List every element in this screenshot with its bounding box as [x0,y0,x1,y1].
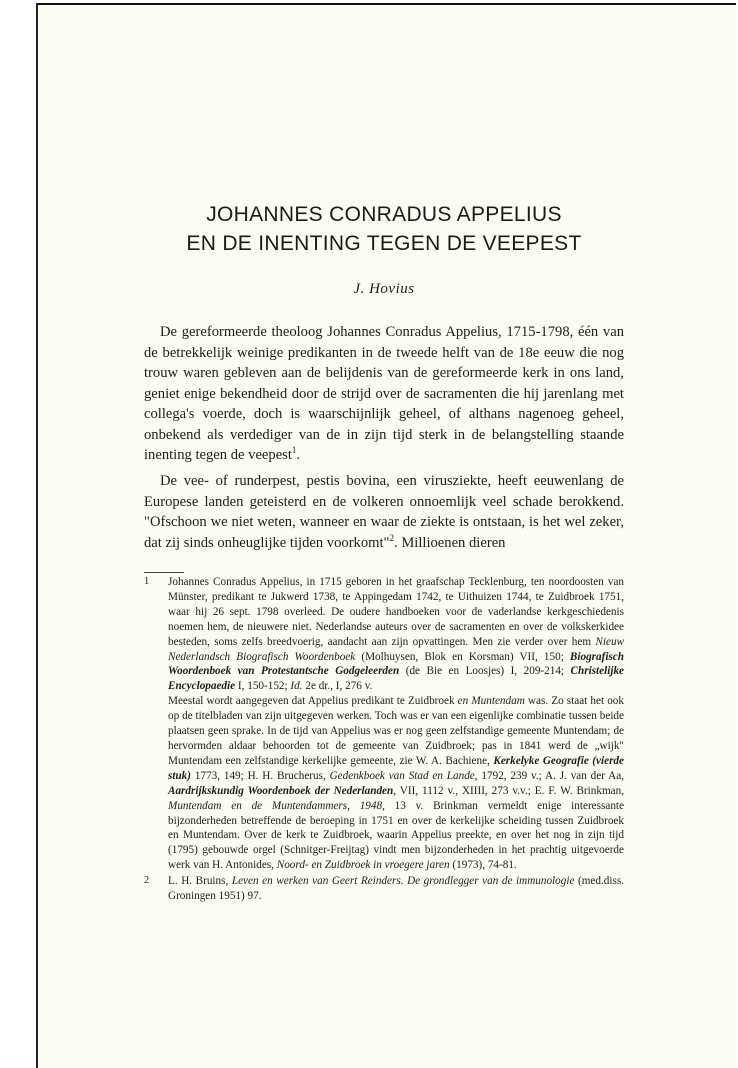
fn2-text-b: (med.diss. Groningen 1951) 97. [168,875,624,903]
paragraph-veepest [144,471,624,553]
left-border-line [36,3,38,1068]
fn1-em: en Muntendam [457,695,525,708]
footnote-1 [144,575,624,873]
fn1-text-g: was. Zo staat het ook op de titelbladen van zijn uitgegeven werken. Toch was er van een eigenlijke combinatie tussen beide plaatsen geen sprake. In de tijd van Appelius was er nog geen zelfstandige gemeente Muntendam; de hervormden aldaar behoorden tot de gemeente van Zuidbroek; pas in 1841 werd de „wijk" Muntendam een zelfstandige kerkelijke gemeente, zie W. A. Bachiene, [168,695,624,767]
footnote-ref-2: 2 [389,532,395,543]
fn1-title-aw: Aardrijkskundig Woordenboek der Nederlanden [168,784,394,797]
fn1-title-kg: Kerkelyke Geografie (vierde stuk) [168,754,624,782]
fn1-text-k: , 13 v. Brinkman vermeldt enige interessante bijzonderheden betreffende de beroeping in 1751 en over de kerkelijke scheiding tussen Zuidbroek en Muntendam. Over de kerk te Zuidbroek, waarin Appelius preekte, en over het nog in zijn tijd (1795) gebouwde orgel (Schnitger-Freijtag) vindt men bijzonderheden in het prachtig uitgevoerde werk van H. Antonides, [168,799,624,872]
footnotes [144,575,624,904]
fn1-text-h: 1773, 149; H. H. Brucherus, [191,769,330,782]
fn1-text-j: , VII, 1112 v., XIIII, 273 v.v.; E. F. W. Brinkman, [393,784,625,797]
fn1-text-e: 2e dr., I, 276 v. [302,680,373,693]
footnote-2-body [168,874,624,904]
fn1-text-l: (1973), 74-81. [449,859,517,872]
paragraph-intro [144,322,624,466]
fn1-text-i: , 1792, 239 v.; A. J. van der Aa, [474,769,625,782]
fn1-title-gsl: Gedenkboek van Stad en Lande [329,769,475,782]
fn1-title-bwpg: Biografisch Woordenboek van Protestantsche Godgeleerden [168,650,624,678]
fn2-title: Leven en werken van Geert Reinders. De grondlegger van de immunologie [231,875,575,888]
fn1-id: Id. [290,680,303,693]
fn2-text-a: L. H. Bruins, [168,875,232,888]
fn1-text-d: I, 150-152; [235,680,291,693]
title-line-1: JOHANNES CONRADUS APPELIUS [206,203,562,226]
fn1-text-a: Johannes Conradus Appelius, in 1715 geboren in het graafschap Tecklenburg, ten noordoosten van Münster, predikant te Jukwerd 1738, te Appingedam 1742, te Uithuizen 1744, te Zuidbroek 1751, waar hij 26 sept. 1798 overleed. De oudere handboeken voor de vaderlandse kerkgeschiedenis noemen hem, de nieuwere niet. Nederlandse auteurs over de sacramenten en over de volkskerkidee besteden, soms zelfs breedvoerig, aandacht aan zijn opvattingen. Men zie verder over hem [168,576,624,648]
footnote-1-number: 1 [144,576,150,587]
fn1-text-b: (Molhuysen, Blok en Korsman) VII, 150; [355,650,570,663]
fn1-title-mm: Muntendam en de Muntendammers, 1948 [168,799,383,812]
footnote-ref-1: 1 [291,445,297,456]
footnote-separator [144,572,184,573]
fn1-text-c: (de Bie en Loosjes) I, 209-214; [399,665,571,678]
top-border-line [36,3,736,5]
footnote-2 [144,874,624,904]
paragraph-intro-text: De gereformeerde theoloog Johannes Conradus Appelius, 1715-1798, één van de betrekkelijk weinige predikanten in de tweede helft van de 18e eeuw die nog trouw waren gebleven aan de belijdenis van de gereformeerde kerk in ons land, geniet enige bekendheid door de strijd over de sacramenten die hij jarenlang met collega's voerde, doch is waarschijnlijk geheel, of althans nagenoeg geheel, onbekend als verdediger van de in zijn tijd sterk in de belangstelling staande inenting tegen de veepest [144,324,624,463]
fn1-title-ce: Christelijke Encyclopaedie [168,665,625,693]
fn1-title-nnbw: Nieuw Nederlandsch Biografisch Woordenboek [168,635,624,663]
fn1-title-nz: Noord- en Zuidbroek in vroegere jaren [276,859,450,872]
title-line-2: EN DE INENTING TEGEN DE VEEPEST [186,232,582,255]
fn1-text-f: Meestal wordt aangegeven dat Appelius predikant te Zuidbroek [168,695,458,708]
paragraph-intro-end: . [296,447,301,463]
author-name: J. Hovius [353,281,415,297]
article-title [144,200,624,258]
paragraph-veepest-text: De vee- of runderpest, pestis bovina, een virusziekte, heeft eeuwenlang de Europese landen geteisterd en de volkeren onnoemlijk veel schade berokkend. "Ofschoon we niet weten, wanneer en waar de ziekte is ontstaan, is het wel zeker, dat zij sinds onheuglijke tijden voorkomt" [144,473,624,551]
footnote-1-body [168,575,624,873]
paragraph-veepest-end: . Millioenen dieren [394,534,506,551]
footnote-2-number: 2 [144,875,150,887]
